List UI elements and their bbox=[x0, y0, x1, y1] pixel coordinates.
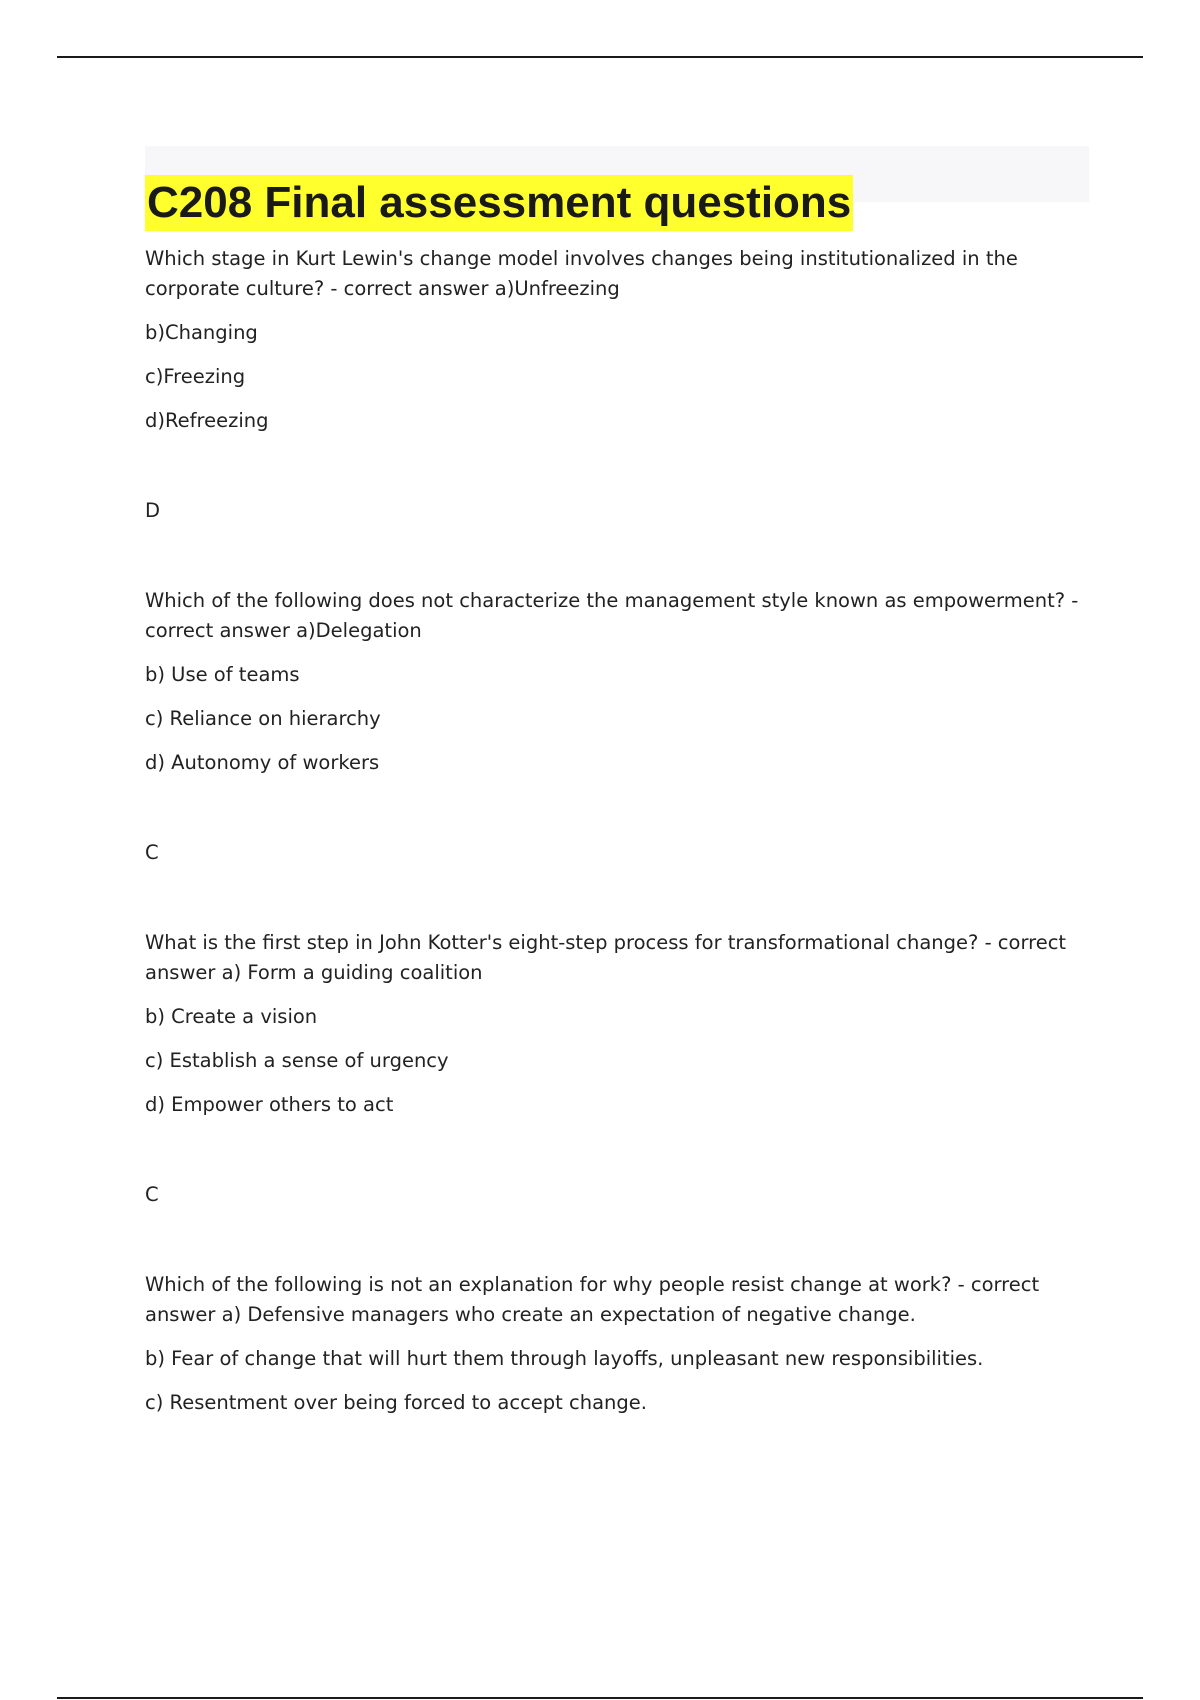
option-b: b) Fear of change that will hurt them through layoffs, unpleasant new responsibilities. bbox=[145, 1347, 984, 1370]
option-c: c)Freezing bbox=[145, 365, 246, 388]
question-block-3 bbox=[145, 928, 1090, 1210]
question-block-4 bbox=[145, 1270, 1090, 1418]
question-text: Which of the following does not characterize the management style known as empowerment? - correct answer a)Delegation bbox=[145, 589, 1079, 642]
question-block-2 bbox=[145, 586, 1090, 868]
option-d: d)Refreezing bbox=[145, 409, 269, 432]
document-title: C208 Final assessment questions bbox=[145, 175, 853, 231]
option-c: c) Resentment over being forced to accept change. bbox=[145, 1391, 647, 1414]
question-block-1 bbox=[145, 244, 1090, 526]
question-text: Which of the following is not an explanation for why people resist change at work? - correct answer a) Defensive managers who create an expectation of negative change. bbox=[145, 1273, 1040, 1326]
option-b: b) Use of teams bbox=[145, 663, 300, 686]
question-text: Which stage in Kurt Lewin's change model involves changes being institutionalized in the corporate culture? - correct answer a)Unfreezing bbox=[145, 247, 1018, 300]
answer-letter: C bbox=[145, 1183, 159, 1206]
top-rule bbox=[57, 56, 1143, 58]
option-b: b)Changing bbox=[145, 321, 258, 344]
option-b: b) Create a vision bbox=[145, 1005, 318, 1028]
question-text: What is the first step in John Kotter's eight-step process for transformational change? - correct answer a) Form a guiding coalition bbox=[145, 931, 1067, 984]
option-c: c) Establish a sense of urgency bbox=[145, 1049, 449, 1072]
option-c: c) Reliance on hierarchy bbox=[145, 707, 381, 730]
bottom-rule bbox=[57, 1697, 1143, 1699]
answer-letter: C bbox=[145, 841, 159, 864]
option-d: d) Empower others to act bbox=[145, 1093, 394, 1116]
question-list bbox=[145, 244, 1090, 1418]
answer-letter: D bbox=[145, 499, 161, 522]
option-d: d) Autonomy of workers bbox=[145, 751, 380, 774]
